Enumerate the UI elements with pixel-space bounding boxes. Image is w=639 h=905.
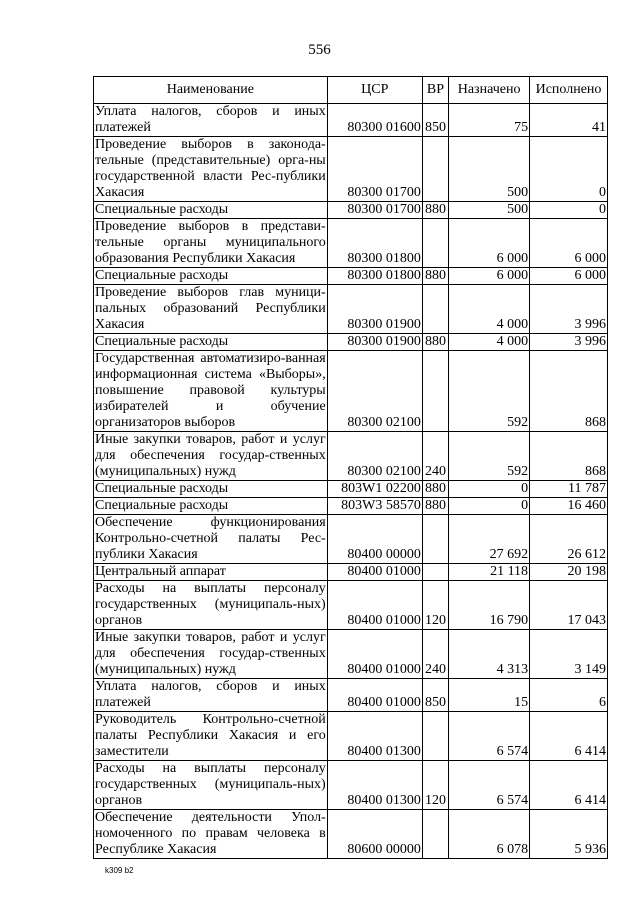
row-executed: 0 <box>530 137 608 202</box>
row-csr: 80300 01800 <box>327 268 422 285</box>
row-executed: 3 996 <box>530 285 608 334</box>
table-row <box>94 761 608 810</box>
row-vr: 240 <box>422 630 448 679</box>
row-executed: 5 936 <box>530 810 608 859</box>
row-assigned: 75 <box>449 104 530 137</box>
row-assigned: 6 574 <box>449 712 530 761</box>
row-csr: 80300 01900 <box>327 285 422 334</box>
table-row <box>94 515 608 564</box>
row-name: Специальные расходы <box>94 498 328 515</box>
row-assigned: 4 313 <box>449 630 530 679</box>
row-vr: 120 <box>422 581 448 630</box>
row-vr <box>422 515 448 564</box>
row-assigned: 592 <box>449 351 530 432</box>
row-executed: 6 000 <box>530 268 608 285</box>
row-name: Проведение выборов в законода-тельные (представительные) орга-ны государственной власти Рес-публики Хакасия <box>95 137 326 200</box>
row-vr: 880 <box>422 202 448 219</box>
row-vr: 120 <box>422 761 448 810</box>
row-assigned: 6 000 <box>449 219 530 268</box>
row-vr <box>422 285 448 334</box>
row-vr: 850 <box>422 679 448 712</box>
table-row <box>94 351 608 432</box>
row-csr: 80300 02100 <box>327 351 422 432</box>
row-vr: 240 <box>422 432 448 481</box>
row-vr: 880 <box>422 268 448 285</box>
table-row <box>94 432 608 481</box>
row-executed: 6 000 <box>530 219 608 268</box>
row-executed: 3 996 <box>530 334 608 351</box>
row-executed: 16 460 <box>530 498 608 515</box>
row-vr: 850 <box>422 104 448 137</box>
table-row <box>94 202 608 219</box>
row-name: Руководитель Контрольно-счетной палаты Республики Хакасия и его заместители <box>95 712 326 759</box>
row-csr: 80600 00000 <box>327 810 422 859</box>
table-header-row <box>94 77 608 104</box>
page-number: 556 <box>308 42 331 58</box>
row-executed: 868 <box>530 351 608 432</box>
table-row <box>94 334 608 351</box>
row-name: Расходы на выплаты персоналу государственных (муниципаль-ных) органов <box>95 581 326 628</box>
table-row <box>94 285 608 334</box>
row-assigned: 4 000 <box>449 285 530 334</box>
header-csr: ЦСР <box>327 77 422 104</box>
row-assigned: 0 <box>449 498 530 515</box>
row-name: Иные закупки товаров, работ и услуг для обеспечения государ-ственных (муниципальных) нужд <box>95 630 326 677</box>
table-row <box>94 498 608 515</box>
row-executed: 3 149 <box>530 630 608 679</box>
row-name: Специальные расходы <box>94 268 328 285</box>
row-csr: 80300 01700 <box>327 202 422 219</box>
row-csr: 80400 01000 <box>327 679 422 712</box>
row-executed: 41 <box>530 104 608 137</box>
table-row <box>94 564 608 581</box>
row-csr: 80400 01000 <box>327 630 422 679</box>
row-name: Специальные расходы <box>94 334 328 351</box>
row-executed: 11 787 <box>530 481 608 498</box>
row-assigned: 15 <box>449 679 530 712</box>
row-executed: 26 612 <box>530 515 608 564</box>
header-executed: Исполнено <box>530 77 608 104</box>
row-name: Обеспечение деятельности Упол-номоченного по правам человека в Республике Хакасия <box>95 810 326 857</box>
row-assigned: 6 078 <box>449 810 530 859</box>
table-body <box>94 104 608 859</box>
row-csr: 803W1 02200 <box>327 481 422 498</box>
row-vr <box>422 712 448 761</box>
table-row <box>94 219 608 268</box>
row-vr <box>422 810 448 859</box>
row-name: Проведение выборов в представи-тельные органы муниципального образования Республики Хакасия <box>95 219 326 266</box>
row-assigned: 4 000 <box>449 334 530 351</box>
row-executed: 6 414 <box>530 761 608 810</box>
row-csr: 80300 01600 <box>327 104 422 137</box>
row-vr <box>422 137 448 202</box>
budget-table <box>93 76 608 859</box>
row-executed: 0 <box>530 202 608 219</box>
row-csr: 80400 01000 <box>327 581 422 630</box>
row-vr <box>422 219 448 268</box>
row-executed: 6 414 <box>530 712 608 761</box>
row-assigned: 500 <box>449 202 530 219</box>
row-vr: 880 <box>422 334 448 351</box>
row-vr: 880 <box>422 481 448 498</box>
row-assigned: 16 790 <box>449 581 530 630</box>
row-name: Центральный аппарат <box>94 564 328 581</box>
header-name: Наименование <box>94 77 328 104</box>
row-executed: 868 <box>530 432 608 481</box>
row-csr: 80400 01300 <box>327 712 422 761</box>
row-name: Уплата налогов, сборов и иных платежей <box>95 104 326 135</box>
footer-code: k309 b2 <box>105 866 134 875</box>
row-name: Иные закупки товаров, работ и услуг для обеспечения государ-ственных (муниципальных) нужд <box>95 432 326 479</box>
row-csr: 80300 01900 <box>327 334 422 351</box>
row-assigned: 21 118 <box>449 564 530 581</box>
row-name: Проведение выборов глав муници-пальных образований Республики Хакасия <box>95 285 326 332</box>
row-name: Специальные расходы <box>94 481 328 498</box>
row-name: Расходы на выплаты персоналу государственных (муниципаль-ных) органов <box>95 761 326 808</box>
row-vr <box>422 351 448 432</box>
row-name: Уплата налогов, сборов и иных платежей <box>95 679 326 710</box>
row-csr: 803W3 58570 <box>327 498 422 515</box>
row-vr <box>422 564 448 581</box>
row-assigned: 592 <box>449 432 530 481</box>
row-assigned: 6 000 <box>449 268 530 285</box>
row-csr: 80300 02100 <box>327 432 422 481</box>
row-assigned: 27 692 <box>449 515 530 564</box>
row-vr: 880 <box>422 498 448 515</box>
row-name: Обеспечение функционирования Контрольно-счетной палаты Рес-публики Хакасия <box>95 515 326 562</box>
row-executed: 17 043 <box>530 581 608 630</box>
table-row <box>94 481 608 498</box>
table-row <box>94 712 608 761</box>
row-name: Специальные расходы <box>94 202 328 219</box>
row-assigned: 6 574 <box>449 761 530 810</box>
row-csr: 80400 01000 <box>327 564 422 581</box>
table-row <box>94 630 608 679</box>
table-row <box>94 104 608 137</box>
table-row <box>94 137 608 202</box>
row-name: Государственная автоматизиро-ванная информационная система «Выборы», повышение правовой культуры избирателей и обучение организаторов выборов <box>95 351 326 430</box>
row-csr: 80300 01800 <box>327 219 422 268</box>
table-row <box>94 810 608 859</box>
table-row <box>94 268 608 285</box>
header-assigned: Назначено <box>449 77 530 104</box>
header-vr: ВР <box>422 77 448 104</box>
table-row <box>94 679 608 712</box>
row-assigned: 0 <box>449 481 530 498</box>
row-assigned: 500 <box>449 137 530 202</box>
row-executed: 6 <box>530 679 608 712</box>
row-csr: 80300 01700 <box>327 137 422 202</box>
row-csr: 80400 01300 <box>327 761 422 810</box>
row-executed: 20 198 <box>530 564 608 581</box>
table-row <box>94 581 608 630</box>
row-csr: 80400 00000 <box>327 515 422 564</box>
